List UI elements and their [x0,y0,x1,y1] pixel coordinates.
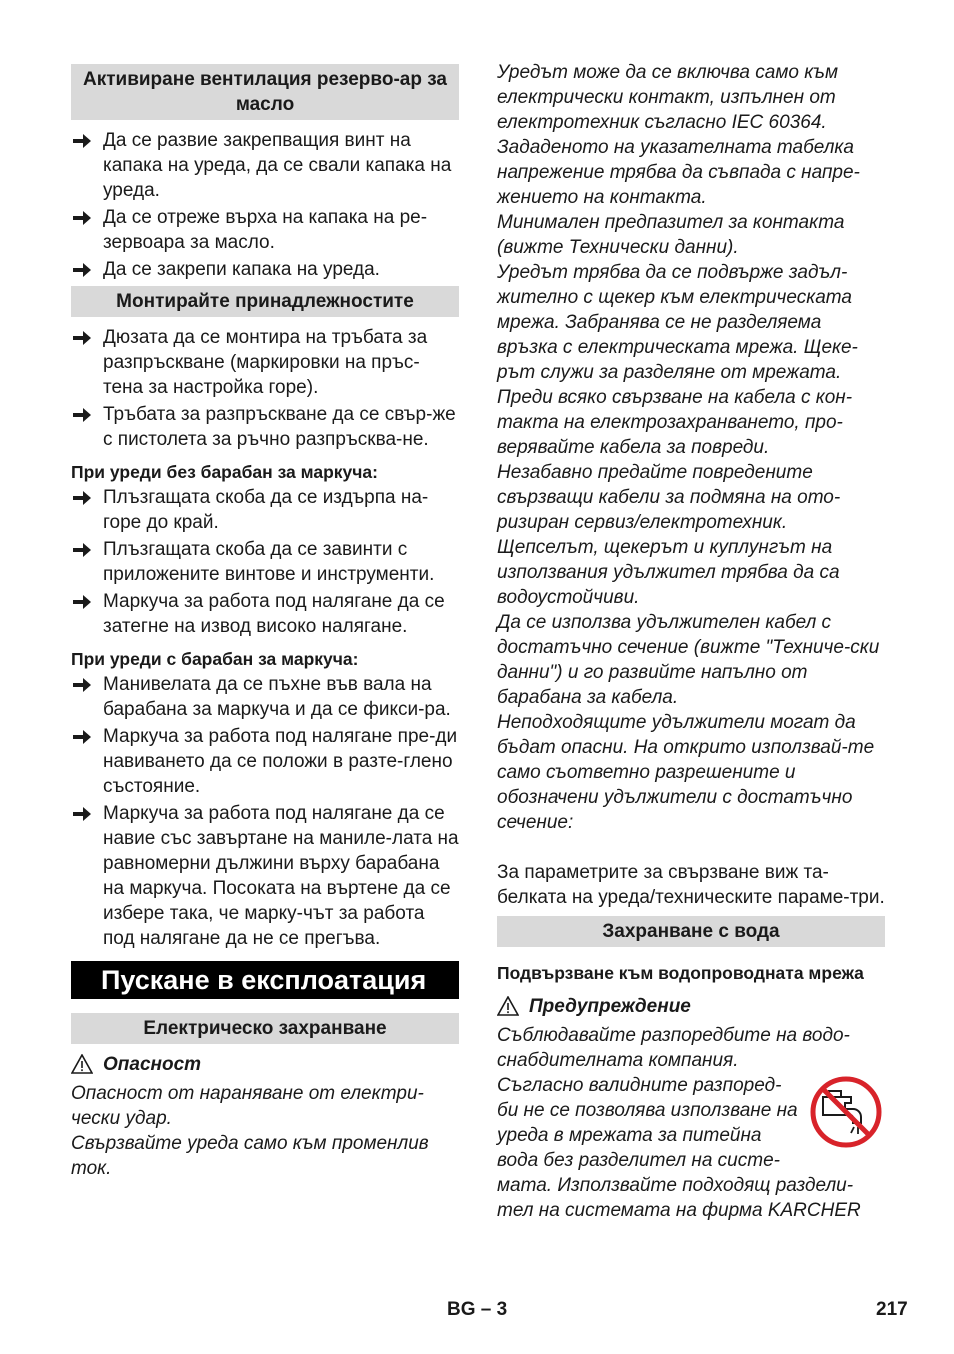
electrical-note: Зададеното на указателната табелка напрежение трябва да съвпада с напре-жението на контакта. [497,137,860,208]
list-item [71,325,459,400]
right-column [497,60,885,1223]
arrow-right-icon [72,330,92,346]
arrow-right-icon [72,133,92,149]
list-item [71,801,459,951]
electrical-note: Уредът може да се включва само към електрически контакт, изпълнен от електротехник съгласно IEC 60364. [497,62,838,133]
electrical-note: Неподходящите удължители могат да бъдат опасни. На открито използвай-те само съответно разрешените и обозначени удължители с достатъчно сечение: [497,712,875,833]
warning-label: Предупреждение [497,994,885,1019]
arrow-right-icon [72,806,92,822]
footer-language-page: BG – 3 [447,1299,508,1320]
list-oil-vent [71,128,459,282]
arrow-right-icon [72,262,92,278]
list-with-reel [71,672,459,951]
list-item [71,205,459,255]
warning-triangle-icon [497,996,519,1016]
list-item-text: Тръбата за разпръскване да се свър-же с пистолета за ръчно разпръсква-не. [103,404,456,450]
section-heading-water: Захранване с вода [497,916,885,947]
list-item-text: Плъзгащата скоба да се издърпа на-горе до край. [103,487,429,533]
list-item [71,672,459,722]
warning-triangle-icon [71,1054,93,1074]
footer-page-number: 217 [876,1299,908,1320]
list-item-text: Плъзгащата скоба да се завинти с приложените винтове и инструменти. [103,539,435,585]
list-item-text: Манивелата да се пъхне във вала на барабана за маркуча и да се фикси-ра. [103,674,451,720]
electrical-note: Минимален предпазител за контакта (вижте Технически данни). [497,212,845,258]
list-item-text: Да се закрепи капака на уреда. [103,259,380,280]
list-item-text: Дюзата да се монтира на тръбата за разпръскване (маркировки на пръс-тена за настройка горе). [103,327,428,398]
list-item [71,128,459,203]
section-heading-oil-vent: Активиране вентилация резерво-ар за масло [71,64,459,120]
list-item-text: Да се отреже върха на капака на ре-зервоара за масло. [103,207,428,253]
warning-text-separator: Съгласно валидните разпоред-би не се позволява използване на уреда в мрежата за питейна вода без разделител на систе-мата. Използвайте подходящ раздели-тел на системата на фирма KARCHER [497,1073,885,1223]
connection-params-text: За параметрите за свързване виж та-белката на уреда/техническите параме-три. [497,862,885,908]
list-item [71,537,459,587]
list-item [71,589,459,639]
list-item [71,257,459,282]
subheading-water-mains: Подвързване към водопроводната мрежа [497,963,864,983]
list-item [71,402,459,452]
electrical-note: Преди всяко свързване на кабела с кон-такта на електрозахранването, про-верявайте кабела за повреди. [497,387,853,458]
list-no-reel [71,485,459,639]
electrical-note: Уредът трябва да се подвържe задъл-жително с щекер към електрическата мрежа. Забранява се не разделяема връзка с електрическата мрежа. Щеке-рът служи за разделяне от мрежата. [497,262,858,383]
list-item-text: Маркуча за работа под налягане да се затегне на извод високо налягане. [103,591,445,637]
list-accessories [71,325,459,452]
danger-text-ac: Свързвайте уреда само към променлив ток. [71,1133,429,1179]
list-item-text: Да се развие закрепващия винт на капака на уреда, да се свали капака на уреда. [103,130,452,201]
left-column [71,60,459,1181]
electrical-note: Щепселът, щекерът и куплунгът на използвания удължител трябва да са водоустойчиви. [497,537,840,608]
danger-label: Опасност [71,1052,459,1077]
chapter-heading-startup: Пускане в експлоатация [71,961,459,999]
section-heading-power: Електрическо захранване [71,1013,459,1044]
subheading-no-reel: При уреди без барабан за маркуча: [71,462,378,482]
arrow-right-icon [72,210,92,226]
electrical-note: Да се използва удължителен кабел с достатъчно сечение (вижте "Техниче-ски данни") и го развийте напълно от барабана за кабела. [497,612,880,708]
arrow-right-icon [72,407,92,423]
arrow-right-icon [72,677,92,693]
subheading-with-reel: При уреди с барабан за маркуча: [71,649,359,669]
list-item-text: Маркуча за работа под налягане да се навие със завъртане на маниле-лата на равномерни дължини върху барабана на маркуча. Посоката на въртене да се избере така, че марку-чът за работа под налягане да не се прегъва. [103,803,459,949]
warning-text: Съблюдавайте разпоредбите на водо-снабдителната компания. [497,1025,850,1071]
arrow-right-icon [72,594,92,610]
arrow-right-icon [72,729,92,745]
danger-text: Опасност от нараняване от електри-чески удар. [71,1083,424,1129]
section-heading-accessories: Монтирайте принадлежностите [71,286,459,317]
list-item [71,724,459,799]
list-item-text: Маркуча за работа под налягане пре-ди навиването да се положи в разте-глено състояние. [103,726,458,797]
list-item [71,485,459,535]
no-drinking-water-connection-icon [809,1075,883,1149]
arrow-right-icon [72,542,92,558]
electrical-note: Незабавно предайте повредените свързващи кабели за подмяна на ото-ризиран сервиз/електротехник. [497,462,841,533]
electrical-notes [497,60,885,835]
arrow-right-icon [72,490,92,506]
